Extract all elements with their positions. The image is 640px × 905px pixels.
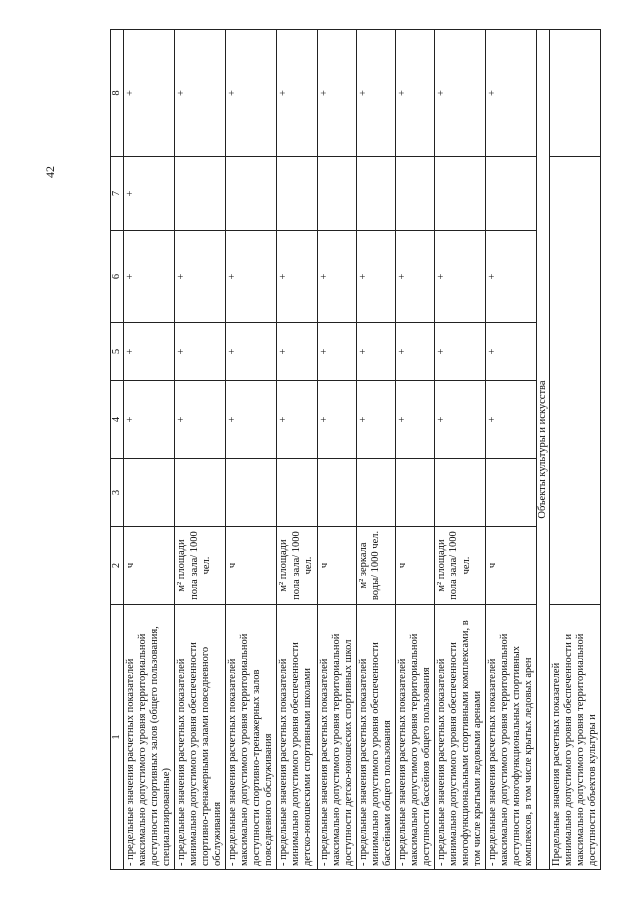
- row-unit: м² площади пола зала/ 1000 чел.: [434, 527, 485, 605]
- table-row: [434, 30, 485, 870]
- row-cell-5: +: [277, 323, 318, 381]
- row-cell-4: +: [124, 381, 175, 459]
- col-header-7: 7: [111, 157, 124, 231]
- row-cell-8: +: [395, 30, 434, 157]
- row-cell-4: +: [434, 381, 485, 459]
- table-row: [356, 30, 395, 870]
- col-header-1: 1: [111, 605, 124, 870]
- row-name: Предельные значения расчетных показателей минимально допустимого уровня обеспеченности и максимально допустимого уровня территориальной доступности объектов культуры и: [549, 605, 600, 870]
- row-cell-8: +: [175, 30, 226, 157]
- row-cell-7: [434, 157, 485, 231]
- row-cell-7: [226, 157, 277, 231]
- row-cell-6: +: [356, 231, 395, 323]
- row-cell-6: +: [124, 231, 175, 323]
- row-cell-8: +: [277, 30, 318, 157]
- row-cell-8: +: [434, 30, 485, 157]
- row-cell-8: [549, 30, 600, 157]
- col-header-3: 3: [111, 459, 124, 527]
- header-row: [111, 30, 124, 870]
- row-cell-6: +: [277, 231, 318, 323]
- row-cell-3: [226, 459, 277, 527]
- row-cell-6: +: [485, 231, 536, 323]
- row-cell-7: [175, 157, 226, 231]
- col-header-8: 8: [111, 30, 124, 157]
- row-cell-4: +: [317, 381, 356, 459]
- row-cell-3: [317, 459, 356, 527]
- row-cell-5: +: [395, 323, 434, 381]
- row-cell-7: [356, 157, 395, 231]
- row-unit: ч: [226, 527, 277, 605]
- row-cell-7: [485, 157, 536, 231]
- row-cell-6: +: [226, 231, 277, 323]
- section-row: [536, 30, 549, 870]
- col-header-5: 5: [111, 323, 124, 381]
- section-title: Объекты культуры и искусства: [536, 30, 549, 870]
- row-cell-7: [317, 157, 356, 231]
- table-row: [277, 30, 318, 870]
- row-cell-6: +: [317, 231, 356, 323]
- row-name: - предельные значения расчетных показателей минимально допустимого уровня обеспеченности детско-юношескими спортивными школами: [277, 605, 318, 870]
- row-name: - предельные значения расчетных показателей минимально допустимого уровня обеспеченности бассейнами общего пользования: [356, 605, 395, 870]
- row-cell-5: +: [175, 323, 226, 381]
- row-name: - предельные значения расчетных показателей минимально допустимого уровня обеспеченности спортивно-тренажерными залами повседневного обслуживания: [175, 605, 226, 870]
- row-cell-5: +: [485, 323, 536, 381]
- row-unit: ч: [124, 527, 175, 605]
- norms-table: [110, 29, 601, 870]
- table-row: [549, 30, 600, 870]
- col-header-2: 2: [111, 527, 124, 605]
- row-name: - предельные значения расчетных показателей максимально допустимого уровня территориальной доступности бассейнов общего пользования: [395, 605, 434, 870]
- row-name: - предельные значения расчетных показателей максимально допустимого уровня территориальной доступности детско-юношеских спортивных школ: [317, 605, 356, 870]
- row-cell-4: +: [485, 381, 536, 459]
- table-row: [485, 30, 536, 870]
- row-cell-7: +: [124, 157, 175, 231]
- row-cell-8: +: [317, 30, 356, 157]
- table-row: [175, 30, 226, 870]
- row-unit: ч: [485, 527, 536, 605]
- col-header-4: 4: [111, 381, 124, 459]
- row-unit: ч: [395, 527, 434, 605]
- col-header-6: 6: [111, 231, 124, 323]
- row-cell-8: +: [226, 30, 277, 157]
- row-unit: м² площади пола зала/ 1000 чел.: [277, 527, 318, 605]
- row-cell-5: +: [226, 323, 277, 381]
- row-cell-3: [175, 459, 226, 527]
- row-cell-3: [277, 459, 318, 527]
- row-cell-5: +: [434, 323, 485, 381]
- row-cell-4: +: [356, 381, 395, 459]
- table-row: [395, 30, 434, 870]
- row-cell-8: +: [356, 30, 395, 157]
- row-cell-6: +: [175, 231, 226, 323]
- row-cell-5: +: [124, 323, 175, 381]
- row-unit: м² площади пола зала/ 1000 чел.: [175, 527, 226, 605]
- row-cell-3: [395, 459, 434, 527]
- row-name: - предельные значения расчетных показателей максимально допустимого уровня территориальной доступности спортивных залов (общего пользования, специализированные): [124, 605, 175, 870]
- row-cell-3: [124, 459, 175, 527]
- row-cell-6: +: [395, 231, 434, 323]
- row-cell-5: +: [356, 323, 395, 381]
- row-blank: [549, 157, 600, 605]
- row-cell-7: [395, 157, 434, 231]
- row-cell-7: [277, 157, 318, 231]
- row-cell-4: +: [226, 381, 277, 459]
- row-unit: ч: [317, 527, 356, 605]
- row-cell-3: [434, 459, 485, 527]
- row-cell-6: +: [434, 231, 485, 323]
- row-cell-3: [485, 459, 536, 527]
- table-row: [226, 30, 277, 870]
- rotated-table-container: [110, 30, 610, 870]
- row-cell-8: +: [485, 30, 536, 157]
- row-cell-4: +: [277, 381, 318, 459]
- row-cell-3: [356, 459, 395, 527]
- row-cell-4: +: [175, 381, 226, 459]
- row-cell-4: +: [395, 381, 434, 459]
- table-row: [317, 30, 356, 870]
- row-name: - предельные значения расчетных показателей максимально допустимого уровня территориальной доступности многофункциональных спортивных комплексов, в том числе крытых ледовых арен: [485, 605, 536, 870]
- row-unit: м² зеркала воды/ 1000 чел.: [356, 527, 395, 605]
- page-number: 42: [43, 166, 57, 178]
- row-cell-5: +: [317, 323, 356, 381]
- row-name: - предельные значения расчетных показателей минимально допустимого уровня обеспеченности многофункциональными спортивными комплексами, в том числе крытыми ледовыми аренами: [434, 605, 485, 870]
- table-row: [124, 30, 175, 870]
- row-cell-8: +: [124, 30, 175, 157]
- row-name: - предельные значения расчетных показателей максимально допустимого уровня территориальной доступности спортивно-тренажерных залов повседневного обслуживания: [226, 605, 277, 870]
